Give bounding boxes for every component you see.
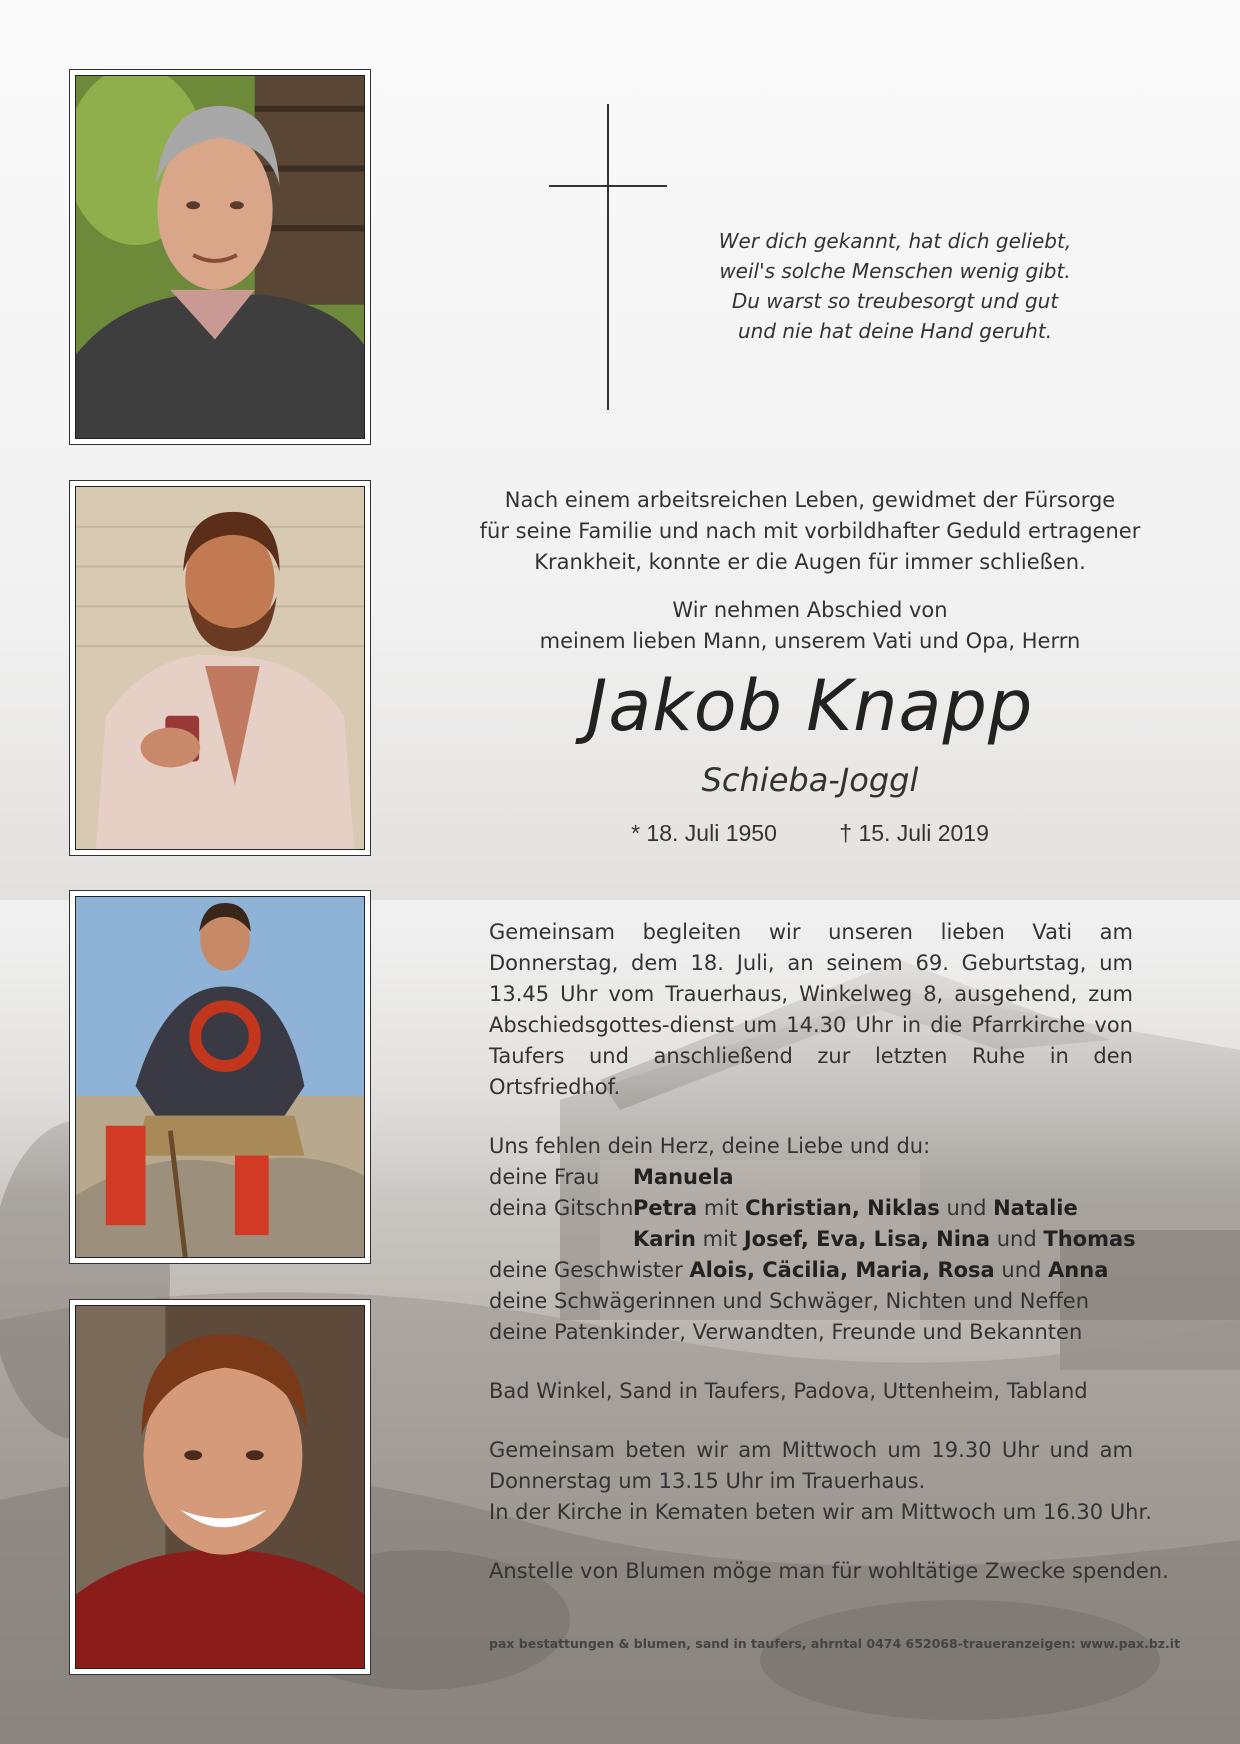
wife-name: Manuela: [633, 1165, 734, 1189]
sibling-name: Anna: [1048, 1258, 1109, 1282]
life-dates: [470, 818, 1150, 848]
verse-line: weil's solche Menschen wenig gibt.: [719, 259, 1071, 283]
children-label: deina Gitschn: [489, 1196, 634, 1220]
grandchildren-names: Josef, Eva, Lisa, Nina: [743, 1227, 991, 1251]
cross-icon-bar: [549, 185, 667, 187]
child-name: Karin: [633, 1227, 696, 1251]
intro-line: Nach einem arbeitsreichen Leben, gewidmet der Fürsorge: [504, 488, 1116, 512]
siblings-label: deine Geschwister: [489, 1258, 683, 1282]
birth-date: * 18. Juli 1950: [631, 820, 777, 846]
prayer-church: In der Kirche in Kematen beten wir am Mittwoch um 16.30 Uhr.: [489, 1500, 1152, 1524]
farewell-line: meinem lieben Mann, unserem Vati und Opa, Herrn: [539, 629, 1081, 653]
portrait-photo-mountaineer: [69, 890, 371, 1264]
verse-line: Du warst so treubesorgt und gut: [731, 289, 1059, 313]
farewell-line: Wir nehmen Abschied von: [672, 598, 948, 622]
intro-line: Krankheit, konnte er die Augen für immer schließen.: [534, 550, 1086, 574]
verse-line: Wer dich gekannt, hat dich geliebt,: [718, 229, 1072, 253]
farewell-text: [470, 595, 1150, 657]
family-row-children-2: [489, 1224, 1136, 1255]
funeral-details: Gemeinsam begleiten wir unseren lieben Vati am Donnerstag, dem 18. Juli, an seinem 69. Geburtstag, um 13.45 Uhr vom Trauerhaus, Winkelweg 8, ausgehend, zum Abschiedsgottes-dienst um 14.30 Uhr in die Pfarrkirche von Taufers und anschließend zur letzten Ruhe in den Ortsfriedhof.: [489, 920, 1133, 1099]
intro-line: für seine Familie und nach mit vorbildhafter Geduld ertragener: [479, 519, 1141, 543]
portrait-photo-bearded: [69, 480, 371, 856]
verse-line: und nie hat deine Hand geruht.: [737, 319, 1053, 343]
deceased-nickname: Schieba-Joggl: [701, 761, 919, 799]
portrait-photo-boy: [69, 1299, 371, 1675]
family-row-children-1: [489, 1193, 1133, 1224]
connector-word: mit: [702, 1227, 738, 1251]
connector-word: mit: [703, 1196, 739, 1220]
grandchild-name: Natalie: [993, 1196, 1078, 1220]
family-row-wife: [489, 1162, 1133, 1193]
connector-word: und: [946, 1196, 987, 1220]
grandchildren-names: Christian, Niklas: [745, 1196, 940, 1220]
donation-note: Anstelle von Blumen möge man für wohltätige Zwecke spenden.: [489, 1559, 1169, 1583]
grandchild-name: Thomas: [1043, 1227, 1136, 1251]
connector-word: und: [1001, 1258, 1042, 1282]
family-intro: Uns fehlen dein Herz, deine Liebe und du:: [489, 1134, 931, 1158]
connector-word: und: [996, 1227, 1037, 1251]
footer-funeral-home: pax bestattungen & blumen, sand in taufers, ahrntal 0474 652068-traueranzeigen: www.pax.bz.it: [489, 1636, 1181, 1651]
cross-icon: [607, 104, 609, 410]
child-name: Petra: [633, 1196, 698, 1220]
death-date: † 15. Juli 2019: [839, 820, 989, 846]
deceased-name: Jakob Knapp: [586, 665, 1034, 747]
prayer-times: Gemeinsam beten wir am Mittwoch um 19.30 Uhr und am Donnerstag um 13.15 Uhr im Trauerhaus.: [489, 1438, 1133, 1493]
family-row-siblings: [489, 1255, 1133, 1286]
sibling-names: Alois, Cäcilia, Maria, Rosa: [689, 1258, 995, 1282]
family-inlaws: deine Schwägerinnen und Schwäger, Nichten und Neffen: [489, 1289, 1090, 1313]
wife-label: deine Frau: [489, 1165, 600, 1189]
announcement-body: [489, 917, 1169, 1587]
memorial-verse: [690, 226, 1100, 346]
intro-text: [470, 485, 1150, 578]
places: Bad Winkel, Sand in Taufers, Padova, Uttenheim, Tabland: [489, 1379, 1088, 1403]
portrait-photo-elderly: [69, 69, 371, 445]
family-others: deine Patenkinder, Verwandten, Freunde und Bekannten: [489, 1320, 1083, 1344]
